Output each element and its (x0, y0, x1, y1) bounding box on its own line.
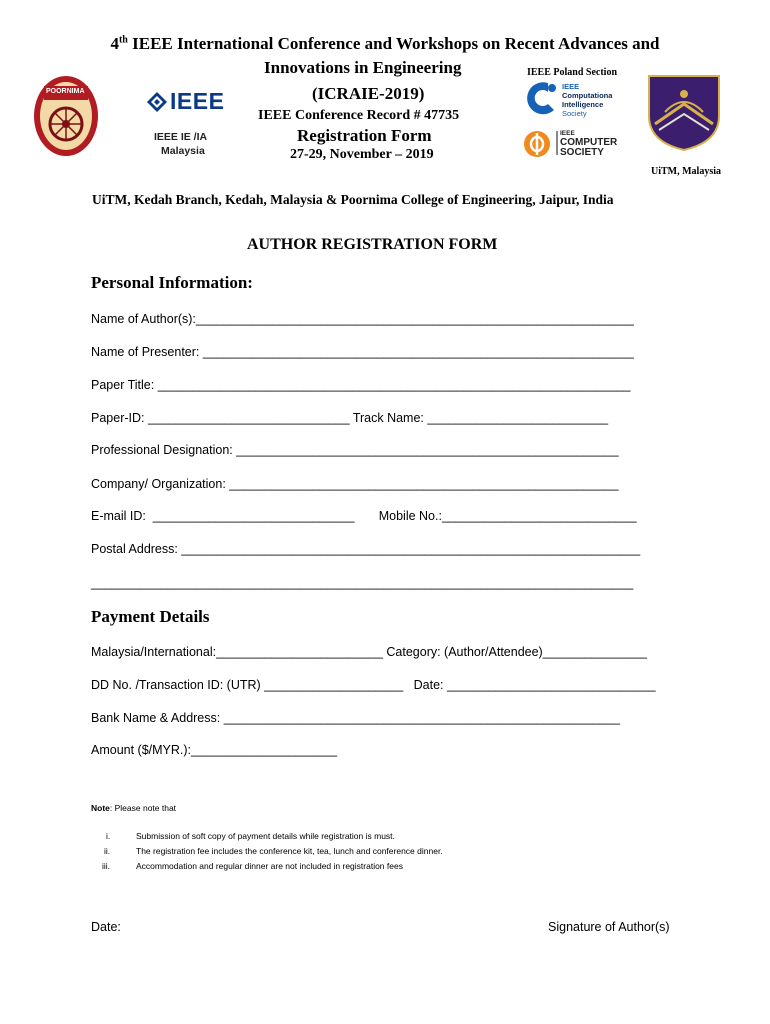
computer-society-divider (556, 131, 558, 155)
title-ordinal-suffix: th (118, 34, 128, 46)
cs-line-1: IEEE (560, 130, 575, 137)
conference-dates: 27-29, November – 2019 (290, 147, 434, 162)
field-designation[interactable]: Professional Designation: _______________________________________________________ (91, 443, 619, 457)
ieee-logo-text: IEEE (170, 88, 225, 114)
field-paper-title[interactable]: Paper Title: ____________________________________________________________________ (91, 378, 631, 392)
poornima-logo-text: POORNIMA (46, 88, 85, 95)
note-item-text: Submission of soft copy of payment details while registration is must. (136, 831, 395, 841)
title-ordinal: 4 (110, 34, 119, 53)
cs-line-3: SOCIETY (560, 147, 604, 158)
venue-line: UiTM, Kedah Branch, Kedah, Malaysia & Poornima College of Engineering, Jaipur, India (92, 192, 614, 207)
personal-info-heading: Personal Information: (91, 273, 253, 292)
conference-acronym: (ICRAIE-2019) (312, 84, 425, 103)
computer-society-logo (522, 129, 622, 159)
title-text: IEEE International Conference and Workshops on Recent Advances and (132, 34, 660, 53)
note-label: Note (91, 803, 110, 813)
note-item-num: i. (106, 831, 111, 841)
cis-line-2: Computationa (562, 91, 613, 100)
field-postal-address-line2[interactable]: ______________________________________________________________________________ (91, 576, 634, 590)
form-heading: AUTHOR REGISTRATION FORM (247, 236, 498, 253)
note-item-num: iii. (102, 861, 111, 871)
poornima-emblem-icon (32, 74, 100, 158)
cs-line-2: COMPUTER (560, 137, 618, 148)
cis-line-4: Society (562, 109, 587, 118)
cis-line-3: Intelligence (562, 100, 604, 109)
note-item-text: The registration fee includes the conference kit, tea, lunch and conference dinner. (136, 846, 443, 856)
field-bank-address[interactable]: Bank Name & Address: _________________________________________________________ (91, 711, 620, 725)
date-label: Date: (91, 920, 121, 934)
field-transaction-date[interactable]: DD No. /Transaction ID: (UTR) ____________________ Date: ______________________________ (91, 678, 656, 692)
uitm-logo (645, 72, 723, 152)
ieee-poland-section: IEEE Poland Section (527, 67, 618, 78)
cis-text (562, 82, 612, 118)
cis-logo (526, 80, 626, 120)
uitm-caption: UiTM, Malaysia (651, 166, 721, 177)
cis-line-1: IEEE (562, 82, 580, 91)
conference-record: IEEE Conference Record # 47735 (258, 108, 460, 123)
ieee-logo (146, 90, 226, 114)
signature-label: Signature of Author(s) (548, 920, 670, 934)
ieee-ie-ia-label: IEEE IE /IA (154, 131, 208, 143)
field-paper-id-track[interactable]: Paper-ID: _____________________________ Track Name: __________________________ (91, 411, 609, 425)
field-author-names[interactable]: Name of Author(s):_______________________________________________________________ (91, 312, 634, 326)
field-presenter-name[interactable]: Name of Presenter: ______________________________________________________________ (91, 345, 634, 359)
ieee-diamond-icon (146, 91, 168, 113)
note-item-text: Accommodation and regular dinner are not included in registration fees (136, 861, 403, 871)
field-malaysia-category[interactable]: Malaysia/International:________________________ Category: (Author/Attendee)_______________ (91, 645, 647, 659)
field-postal-address[interactable]: Postal Address: __________________________________________________________________ (91, 542, 641, 556)
conference-title (0, 34, 770, 54)
computer-society-phi-icon (522, 129, 552, 159)
form-name: Registration Form (297, 126, 432, 145)
cis-swirl-icon (526, 80, 558, 118)
ieee-malaysia-label: Malaysia (161, 145, 205, 157)
uitm-crest-icon (645, 72, 723, 152)
note (91, 803, 176, 813)
field-amount[interactable]: Amount ($/MYR.):_____________________ (91, 743, 338, 757)
note-item-num: ii. (104, 846, 111, 856)
payment-heading: Payment Details (91, 607, 210, 626)
field-email-mobile[interactable]: E-mail ID: _____________________________ Mobile No.:____________________________ (91, 509, 637, 523)
title-line2: Innovations in Engineering (264, 58, 462, 77)
field-company[interactable]: Company/ Organization: ________________________________________________________ (91, 477, 619, 491)
note-text: : Please note that (109, 803, 177, 813)
poornima-logo (32, 74, 100, 158)
